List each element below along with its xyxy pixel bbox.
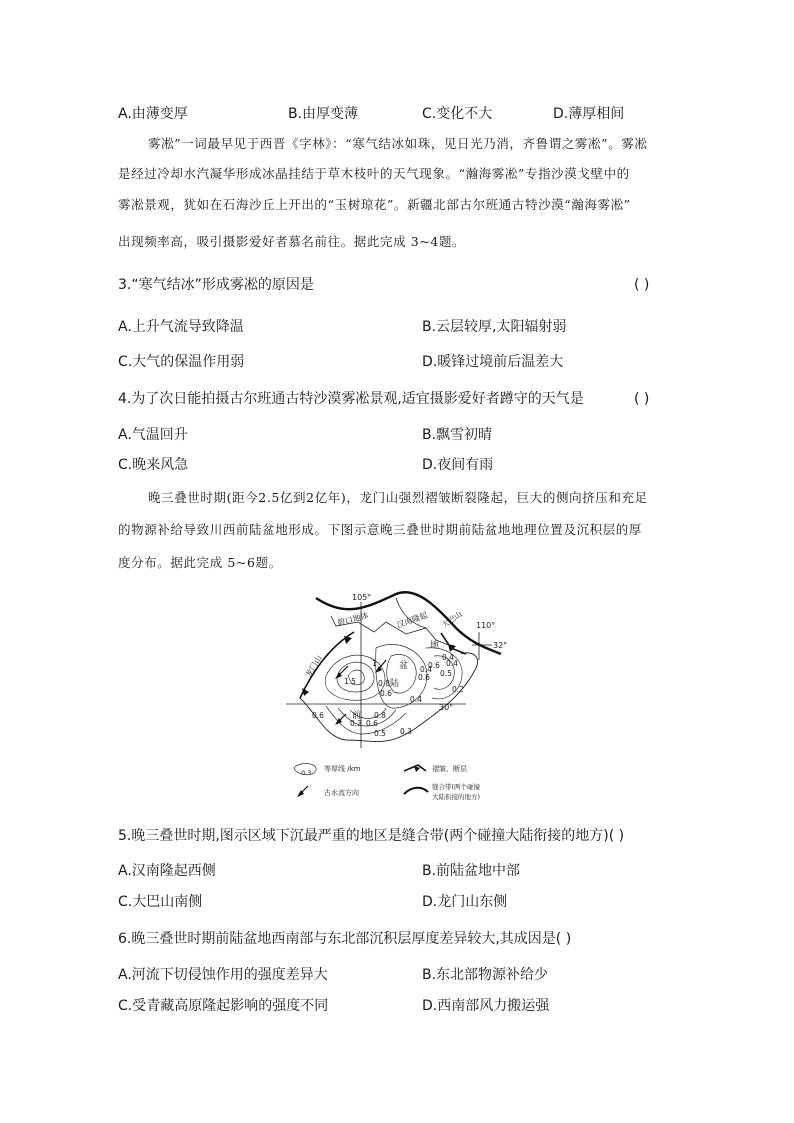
passage1-line3: 雾凇景观，犹如在石海沙丘上开出的“玉树琼花”。新疆北部古尔班通古特沙漠“瀚海雾凇”: [118, 197, 631, 212]
q2-option-d[interactable]: D.薄厚相间: [553, 106, 625, 122]
label-longmenshan: 龙门山: [303, 653, 324, 679]
contour-label-13: 0.6: [366, 719, 378, 728]
contour-label-17: 0.6: [428, 661, 440, 670]
q5-option-d[interactable]: D.龙门山东侧: [422, 894, 508, 910]
basin-map-figure: [286, 588, 520, 808]
lat-32-label: 32°: [493, 641, 508, 650]
q2-option-b[interactable]: B.由厚变薄: [288, 106, 359, 122]
passage1-line4: 出现频率高，吸引摄影爱好者慕名前往。据此完成 3~4题。: [118, 234, 466, 249]
legend-contour-value: 0.3: [301, 769, 312, 777]
contour-label-3: 0.6: [380, 689, 392, 698]
fault-tooth-1: [302, 688, 309, 696]
q5-option-b[interactable]: B.前陆盆地中部: [422, 863, 521, 879]
q3-option-a[interactable]: A.上升气流导致降温: [118, 319, 244, 335]
passage2-line3: 度分布。据此完成 5~6题。: [118, 555, 282, 570]
contour-label-2: 0.8: [378, 679, 390, 688]
contour-label-16: 0.8: [374, 711, 386, 720]
q4-option-c[interactable]: C.晚来风急: [118, 457, 189, 473]
q5-stem: 5.晚三叠世时期,图示区域下沉最严重的地区是缝合带(两个碰撞大陆衔接的地方)( ): [118, 828, 625, 844]
map-legend: [294, 764, 481, 802]
lon-105-label: 105°: [352, 593, 372, 602]
legend-flow: 古水流方向: [324, 789, 359, 797]
q3-option-b[interactable]: B.云层较厚,太阳辐射弱: [422, 319, 567, 335]
q6-option-b[interactable]: B.东北部物源补给少: [422, 967, 549, 983]
contour-label-8: 0.6: [418, 673, 430, 682]
q6-option-a[interactable]: A.河流下切侵蚀作用的强度差异大: [118, 967, 328, 983]
q3-option-c[interactable]: C.大气的保温作用弱: [118, 354, 245, 370]
fault-tooth-3: [448, 644, 456, 652]
q4-option-a[interactable]: A.气温回升: [118, 427, 188, 443]
label-lu: 陆: [390, 679, 400, 689]
q4-answer-bracket[interactable]: ( ): [634, 391, 650, 407]
q6-stem: 6.晚三叠世时期前陆盆地西南部与东北部沉积层厚度差异较大,其成因是( ): [118, 931, 572, 947]
q5-option-c[interactable]: C.大巴山南侧: [118, 894, 203, 910]
passage1-line1: 雾凇”一词最早见于西晋《字林》：“寒气结冰如珠，见日光乃消，齐鲁谓之雾凇”。雾凇: [148, 136, 648, 151]
passage2-line2: 的物源补给导致川西前陆盆地形成。下图示意晚三叠世时期前陆盆地地理位置及沉积层的厚: [118, 522, 643, 537]
contour-label-5: 0.3: [400, 727, 412, 736]
contour-label-7: 0.5: [440, 669, 452, 678]
passage1-line2: 是经过冷却水汽凝华形成冰晶挂结于草木枝叶的天气现象。“瀚海雾凇”专指沙漠戈壁中的: [118, 166, 630, 181]
passage2-line1: 晚三叠世时期(距今2.5亿到2亿年)，龙门山强烈褶皱断裂隆起，巨大的侧向挤压和充足: [148, 490, 648, 505]
q3-option-d[interactable]: D.暖锋过境前后温差大: [422, 354, 564, 370]
q6-option-d[interactable]: D.西南部风力搬运强: [422, 998, 550, 1014]
label-hannan: 汉南隆起: [395, 610, 429, 630]
label-bikou: 碧口地体: [336, 610, 370, 628]
contour-label-14: 0.5: [374, 729, 386, 738]
q6-option-c[interactable]: C.受青藏高原隆起影响的强度不同: [118, 998, 329, 1014]
legend-fold: 褶皱、断层: [432, 765, 467, 773]
label-dabashan: 大巴山: [439, 609, 464, 630]
legend-suture: 缝合带(两个碰撞: [432, 783, 481, 791]
q5-option-a[interactable]: A.汉南隆起西侧: [118, 863, 216, 879]
contour-label-12: 0.6: [312, 711, 324, 720]
label-pen: 盆: [399, 661, 409, 671]
label-di: 地: [430, 641, 440, 651]
contour-label-11: 1.5: [344, 677, 356, 686]
q4-option-d[interactable]: D.夜间有雨: [422, 457, 494, 473]
contour-label-18: 0.4: [442, 653, 454, 662]
q4-stem: 4.为了次日能拍摄古尔班通古特沙漠雾凇景观,适宜摄影爱好者蹲守的天气是: [118, 391, 584, 407]
q2-option-a[interactable]: A.由薄变厚: [118, 106, 188, 122]
legend-suture-2: 大陆衔接的地方): [432, 793, 481, 801]
contour-label-10: 0.2: [452, 685, 464, 694]
q2-option-c[interactable]: C.变化不大: [422, 106, 493, 122]
contour-label-4: 0.4: [410, 695, 422, 704]
label-qian: 前: [352, 711, 362, 721]
contour-label-15: 0.3: [350, 719, 362, 728]
contour-label-6: 0.4: [420, 665, 432, 674]
q3-stem: 3.“寒气结冰”形成雾凇的原因是: [118, 277, 314, 293]
contour-label-9: 0.4: [446, 659, 458, 668]
q4-option-b[interactable]: B.飘雪初晴: [422, 427, 493, 443]
legend-contour: 等厚线 /km: [324, 765, 361, 773]
q3-answer-bracket[interactable]: ( ): [634, 277, 650, 293]
fault-tooth-2: [344, 636, 352, 644]
contour-label-1: 1: [372, 659, 377, 668]
lat-30-label: 30°: [439, 703, 454, 712]
lon-110-label: 110°: [476, 621, 496, 630]
